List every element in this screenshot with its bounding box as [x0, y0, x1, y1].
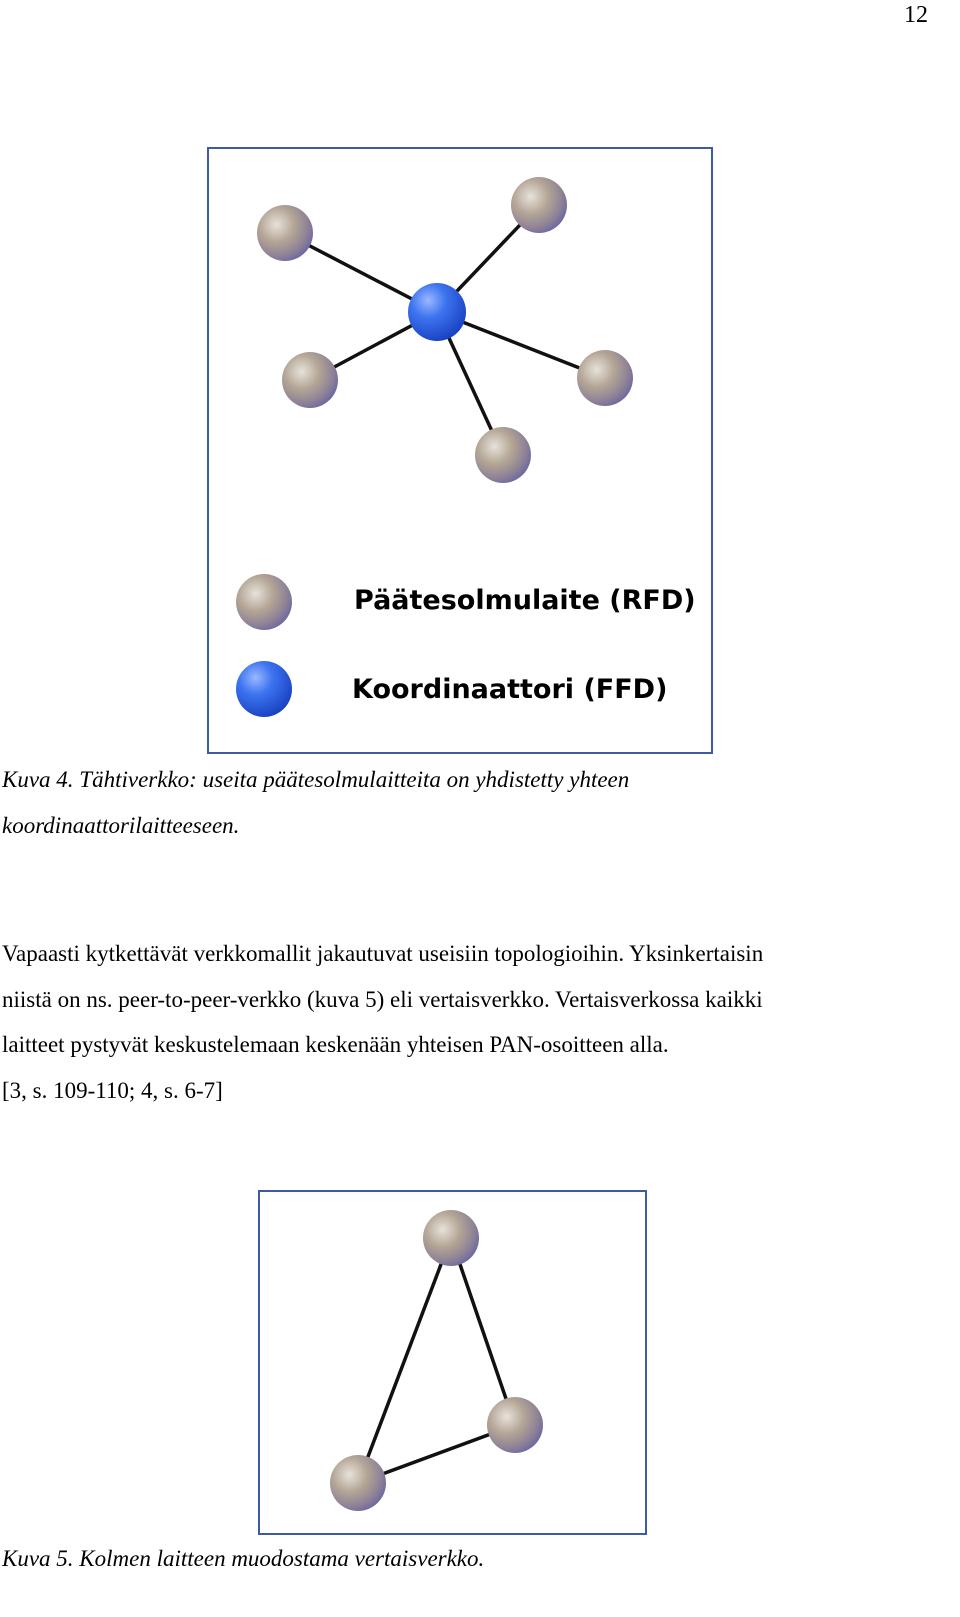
paragraph-line: laitteet pystyvät keskustelemaan keskenään yhteisen PAN-osoitteen alla. — [2, 1032, 669, 1057]
page-number: 12 — [904, 2, 928, 28]
paragraph-line: Vapaasti kytkettävät verkkomallit jakautuvat useisiin topologioihin. Yksinkertaisin — [2, 941, 764, 966]
caption-line: koordinaattorilaitteeseen. — [2, 813, 240, 838]
peer-to-peer-diagram — [260, 1192, 645, 1533]
paragraph-line: niistä on ns. peer-to-peer-verkko (kuva 5) eli vertaisverkko. Vertaisverkossa kaikki — [2, 986, 763, 1012]
caption-line: Kuva 4. Tähtiverkko: useita päätesolmulaitteita on yhdistetty yhteen — [2, 767, 630, 792]
end-device-node — [475, 427, 531, 483]
end-device-node — [511, 177, 567, 233]
figure-4-caption — [2, 757, 629, 849]
peer-links — [358, 1238, 515, 1483]
body-paragraph — [2, 931, 882, 1113]
legend-rfd-symbol — [236, 574, 292, 630]
peer-node — [423, 1210, 479, 1266]
coordinator-node — [408, 283, 466, 341]
legend-rfd-label: Päätesolmulaite (RFD) — [354, 585, 696, 616]
star-network-figure — [207, 147, 713, 754]
peer-to-peer-figure — [258, 1190, 647, 1535]
paragraph-line: [3, s. 109-110; 4, s. 6-7] — [2, 1077, 223, 1103]
figure-5-caption: Kuva 5. Kolmen laitteen muodostama vertaisverkko. — [2, 1546, 485, 1571]
link-top-left — [358, 1238, 451, 1483]
link-top-right — [451, 1238, 515, 1425]
peer-node — [330, 1455, 386, 1511]
legend-ffd-symbol — [236, 661, 292, 717]
end-device-node — [282, 352, 338, 408]
legend-ffd-label: Koordinaattori (FFD) — [352, 674, 668, 705]
end-device-node — [577, 350, 633, 406]
end-device-node — [257, 205, 313, 261]
star-network-diagram — [209, 149, 711, 752]
peer-node — [487, 1397, 543, 1453]
